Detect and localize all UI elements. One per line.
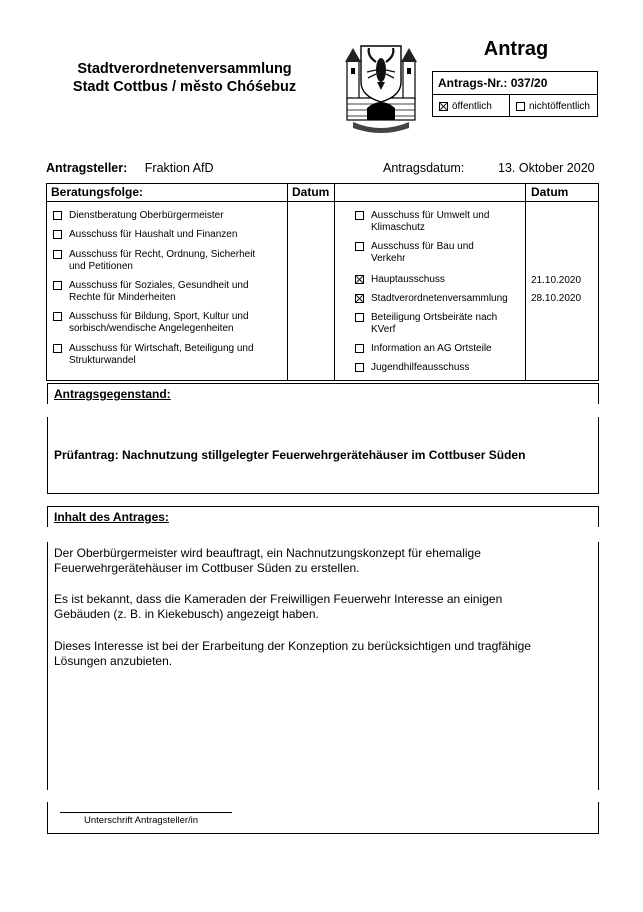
content-paragraph [54, 592, 598, 622]
subject-text: Prüfantrag: Nachnutzung stillgelegter Feuerwehrgerätehäuser im Cottbuser Süden [54, 448, 526, 462]
committee-label: Beteiligung Ortsbeiräte nach [371, 312, 498, 323]
committee-checkbox[interactable] [53, 281, 62, 290]
committee-checkbox-checked[interactable] [355, 294, 364, 303]
committee-checkbox[interactable] [355, 344, 364, 353]
committee-date: 21.10.2020 [531, 275, 582, 286]
consultation-table [46, 183, 599, 381]
subject-heading: Antragsgegenstand: [54, 387, 171, 401]
signature-line[interactable] [60, 812, 232, 813]
subject-box [47, 417, 599, 494]
visibility-row [433, 95, 597, 117]
committee-checkbox[interactable] [53, 230, 62, 239]
content-line: Lösungen anzubieten. [54, 654, 173, 668]
application-date-label: Antragsdatum: [383, 161, 465, 175]
committee-label-line2: Klimaschutz [371, 222, 425, 233]
content-paragraph [54, 546, 598, 576]
content-line: Feuerwehrgerätehäuser im Cottbuser Süden zu erstellen. [54, 561, 360, 575]
committee-item[interactable] [53, 311, 249, 335]
committee-label: Ausschuss für Soziales, Gesundheit und [69, 280, 249, 291]
committee-label-line2: und Petitionen [69, 261, 133, 272]
document-type-title: Antrag [483, 38, 549, 60]
content-body [48, 542, 598, 669]
committee-item[interactable] [53, 249, 255, 273]
committee-item[interactable] [355, 343, 492, 355]
consultation-heading: Beratungsfolge: [51, 185, 144, 199]
committee-checkbox[interactable] [53, 211, 62, 220]
application-date-value: 13. Oktober 2020 [498, 161, 595, 175]
committee-item[interactable] [53, 280, 249, 304]
content-heading: Inhalt des Antrages: [54, 510, 169, 524]
nonpublic-option[interactable] [510, 95, 590, 117]
committee-label-line2: Verkehr [371, 253, 406, 264]
signature-label: Unterschrift Antragsteller/in [84, 815, 199, 826]
application-number-box [432, 71, 598, 117]
public-checkbox[interactable] [439, 102, 448, 111]
committee-checkbox[interactable] [355, 211, 364, 220]
committee-label: Ausschuss für Bildung, Sport, Kultur und [69, 311, 249, 322]
committee-label: Ausschuss für Bau und [371, 241, 474, 252]
date-column-heading-right: Datum [531, 185, 569, 199]
committee-item[interactable] [355, 362, 469, 374]
application-number-label: Antrags-Nr.: [438, 76, 508, 90]
subject-heading-box [47, 383, 599, 404]
applicant-row [46, 161, 214, 175]
application-number-row [433, 72, 597, 95]
committee-label: Jugendhilfeausschuss [371, 362, 470, 373]
nonpublic-checkbox[interactable] [516, 102, 525, 111]
content-line: Dieses Interesse ist bei der Erarbeitung der Konzeption zu berücksichtigen und tragfähige [54, 639, 531, 653]
committee-item[interactable] [53, 343, 254, 367]
committee-item-hauptausschuss[interactable] [355, 274, 445, 286]
committee-label-line2: Rechte für Minderheiten [69, 292, 176, 303]
applicant-label: Antragsteller: [46, 161, 128, 175]
application-number-value: 037/20 [510, 76, 548, 90]
content-box [47, 542, 599, 790]
committee-label: Dienstberatung Oberbürgermeister [69, 210, 224, 221]
public-option[interactable] [433, 95, 510, 117]
organization-line-2: Stadt Cottbus / město Chóśebuz [72, 79, 297, 95]
committee-label: Ausschuss für Umwelt und [371, 210, 490, 221]
committee-checkbox[interactable] [53, 312, 62, 321]
committee-label: Ausschuss für Wirtschaft, Beteiligung und [69, 343, 254, 354]
content-line: Der Oberbürgermeister wird beauftragt, ein Nachnutzungskonzept für ehemalige [54, 546, 481, 560]
committee-label: Stadtverordnetenversammlung [371, 293, 508, 304]
applicant-value: Fraktion AfD [144, 161, 214, 175]
committee-item[interactable] [53, 210, 224, 222]
committee-checkbox[interactable] [53, 250, 62, 259]
committee-checkbox[interactable] [355, 363, 364, 372]
organization-line-1: Stadtverordnetenversammlung [77, 61, 292, 77]
committee-label: Hauptausschuss [371, 274, 445, 285]
committee-checkbox[interactable] [53, 344, 62, 353]
committee-item[interactable] [355, 210, 489, 234]
date-column-heading: Datum [292, 185, 330, 199]
committee-checkbox-checked[interactable] [355, 275, 364, 284]
coat-of-arms-icon [343, 42, 419, 138]
nonpublic-label: nichtöffentlich [529, 100, 590, 112]
committee-label-line2: KVerf [371, 324, 396, 335]
content-paragraph [54, 639, 598, 669]
committee-date: 28.10.2020 [531, 293, 582, 304]
committee-label-line2: Strukturwandel [69, 355, 136, 366]
committee-item-svv[interactable] [355, 293, 508, 305]
organization-title [52, 60, 317, 96]
content-line: Gebäuden (z. B. in Kiekebusch) angezeigt haben. [54, 607, 319, 621]
committee-label: Ausschuss für Recht, Ordnung, Sicherheit [69, 249, 256, 260]
committee-checkbox[interactable] [355, 313, 364, 322]
content-line: Es ist bekannt, dass die Kameraden der Freiwilligen Feuerwehr Interesse an einigen [54, 592, 503, 606]
committee-item[interactable] [355, 241, 474, 265]
committee-label: Ausschuss für Haushalt und Finanzen [69, 229, 238, 240]
committee-item[interactable] [355, 312, 497, 336]
committee-label-line2: sorbisch/wendische Angelegenheiten [69, 323, 234, 334]
committee-checkbox[interactable] [355, 242, 364, 251]
content-heading-box [47, 506, 599, 527]
public-label: öffentlich [452, 100, 492, 112]
committee-label: Information an AG Ortsteile [371, 343, 492, 354]
committee-item[interactable] [53, 229, 237, 241]
